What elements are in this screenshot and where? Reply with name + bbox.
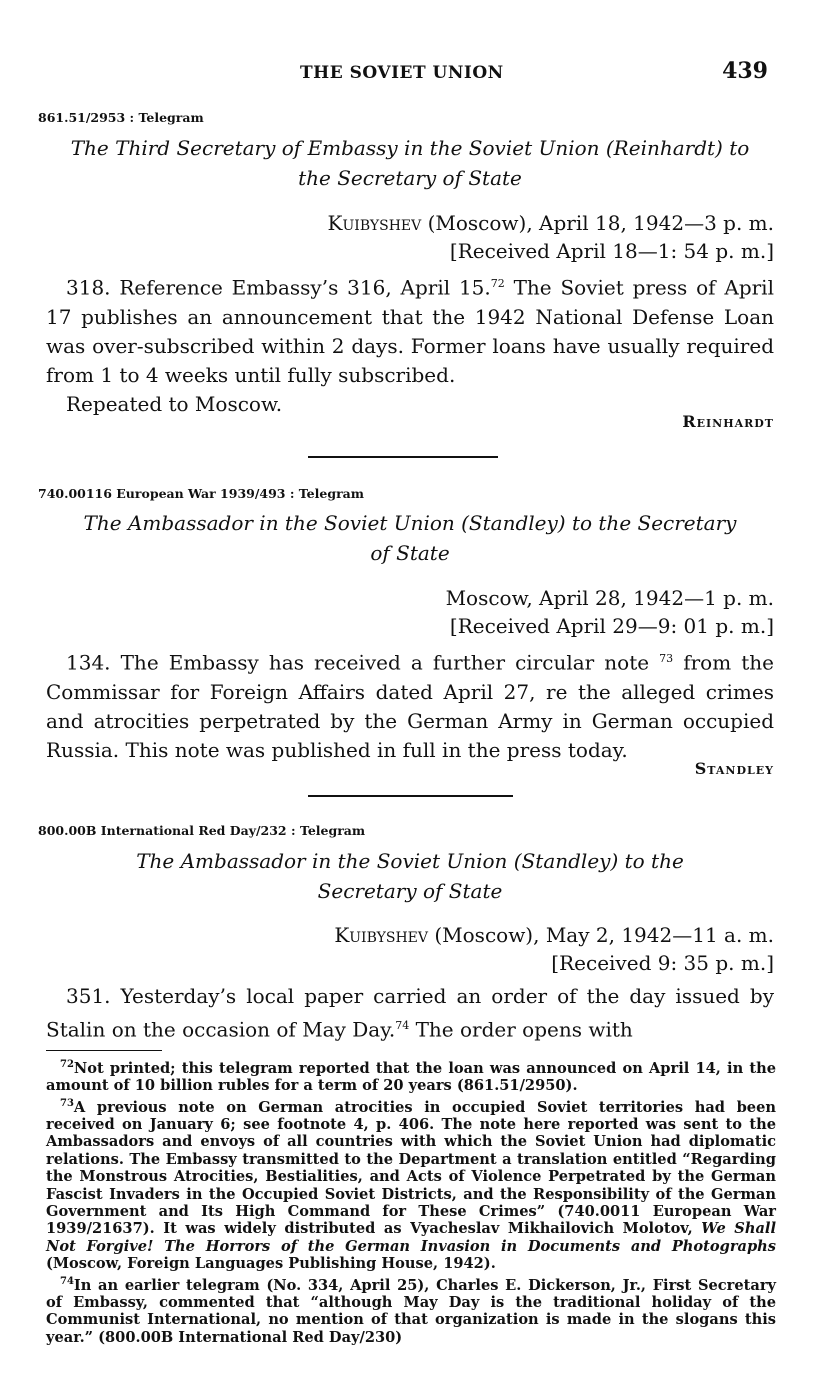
- dateline-1: [328, 209, 774, 265]
- page-number: 439: [722, 58, 768, 84]
- running-title: THE SOVIET UNION: [300, 63, 504, 83]
- footnote-marker: 72: [60, 1059, 74, 1070]
- section-divider: [308, 795, 513, 797]
- paragraph-text: 318. Reference Embassy’s 316, April 15.: [66, 275, 491, 300]
- dateline-sent: [334, 921, 774, 949]
- dateline-received: [Received 9: 35 p. m.]: [551, 951, 774, 975]
- paragraph-text: The order opens with: [409, 1017, 633, 1042]
- footnote-text: In an earlier telegram (No. 334, April 25), Charles E. Dickerson, Jr., First Secretary of Embassy, commented that “although May Day is the traditional holiday of the Communist International, no mention of that organization is made in the slogans this year.” (800.00B International Red Day/230): [46, 1276, 776, 1346]
- title-line: The Third Secretary of Embassy in the Soviet Union (Reinhardt) to: [70, 136, 750, 160]
- body-text-1: [46, 269, 774, 419]
- paragraph: [46, 269, 774, 390]
- place-name: Kuibyshev: [334, 923, 428, 947]
- footnote: [46, 1056, 776, 1095]
- file-number-2: 740.00116 European War 1939/493 : Telegram: [38, 486, 364, 501]
- dateline-3: [334, 921, 774, 977]
- footnote-marker: 74: [60, 1275, 74, 1287]
- dateline-rest: (Moscow), May 2, 1942—11 a. m.: [434, 923, 774, 947]
- footnote-text: A previous note on German atrocities in occupied Soviet territories had been received on January 6; see footnote 4, p. 406. The note here reported was sent to the Ambassadors and envoys of all countries with which the Soviet Union had diplomatic relations. The Embassy transmitted to the Department a translation entitled “Regarding the Monstrous Atrocities, Bestialities, and Acts of Violence Perpetrated by the German Fascist Invaders in the Occupied Soviet Districts, and the Responsibility of the German Government and Its High Command for These Crimes” (740.0011 European War 1939/21637). It was widely distributed as Vyacheslav Mikhailovich Molotov,: [46, 1098, 776, 1238]
- title-line: The Ambassador in the Soviet Union (Standley) to the: [136, 849, 684, 873]
- dateline-2: [446, 584, 774, 640]
- signature-1: Reinhardt: [682, 412, 774, 431]
- file-number-1: 861.51/2953 : Telegram: [38, 110, 204, 125]
- paragraph: [46, 644, 774, 765]
- footnote: [46, 1273, 776, 1346]
- dateline-received: [Received April 29—9: 01 p. m.]: [449, 614, 774, 638]
- footnote-divider: [46, 1050, 162, 1051]
- document-title-3: [46, 846, 774, 906]
- paragraph: Repeated to Moscow.: [66, 391, 283, 416]
- paragraph-text: from the Commissar for Foreign Affairs dated April 27, re the alleged crimes and atrocities perpetrated by the German Army in German occupied Russia. This note was published in full in the press today.: [46, 650, 774, 762]
- dateline-sent: Moscow, April 28, 1942—1 p. m.: [445, 586, 774, 610]
- paragraph: [46, 982, 774, 1045]
- footnote-marker: 73: [60, 1097, 74, 1109]
- file-number-3: 800.00B International Red Day/232 : Telegram: [38, 823, 366, 838]
- body-text-3: [46, 982, 774, 1045]
- footnote-reference: 73: [659, 652, 674, 665]
- signature-2: Standley: [694, 759, 774, 778]
- title-line: The Ambassador in the Soviet Union (Standley) to the Secretary: [83, 511, 737, 535]
- title-line: Secretary of State: [317, 879, 503, 903]
- footnote-text: Not printed; this telegram reported that the loan was announced on April 14, in the amount of 10 billion rubles for a term of 20 years (861.51/2950).: [46, 1059, 776, 1095]
- paragraph-text: 134. The Embassy has received a further circular note: [66, 650, 660, 675]
- place-name: Kuibyshev: [327, 211, 422, 235]
- document-title-1: [46, 133, 774, 193]
- footnote: [46, 1095, 776, 1273]
- paragraph-text: The Soviet press of April 17 publishes an announcement that the 1942 National Defense Loan was over-subscribed within 2 days. Former loans have usually required from 1 to 4 weeks until fully subscribed.: [46, 275, 774, 387]
- paragraph-text: 351. Yesterday’s local paper carried an order of the day issued by Stalin on the occasion of May Day.: [46, 984, 774, 1042]
- footnote-book-title: We Shall Not Forgive! The Horrors of the German Invasion in Documents and Photographs: [46, 1220, 776, 1255]
- footnote-reference: 72: [490, 277, 505, 290]
- document-title-2: [46, 508, 774, 568]
- dateline-received: [Received April 18—1: 54 p. m.]: [449, 239, 774, 263]
- dateline-sent: [328, 209, 774, 237]
- title-line: the Secretary of State: [298, 166, 522, 190]
- dateline-rest: (Moscow), April 18, 1942—3 p. m.: [427, 211, 774, 235]
- footnote-text: (Moscow, Foreign Languages Publishing House, 1942).: [46, 1255, 496, 1273]
- footnotes: [46, 1056, 776, 1346]
- body-text-2: [46, 644, 774, 765]
- title-line: of State: [370, 541, 450, 565]
- footnote-reference: 74: [395, 1019, 410, 1032]
- section-divider: [308, 456, 498, 458]
- page-header: [46, 58, 774, 88]
